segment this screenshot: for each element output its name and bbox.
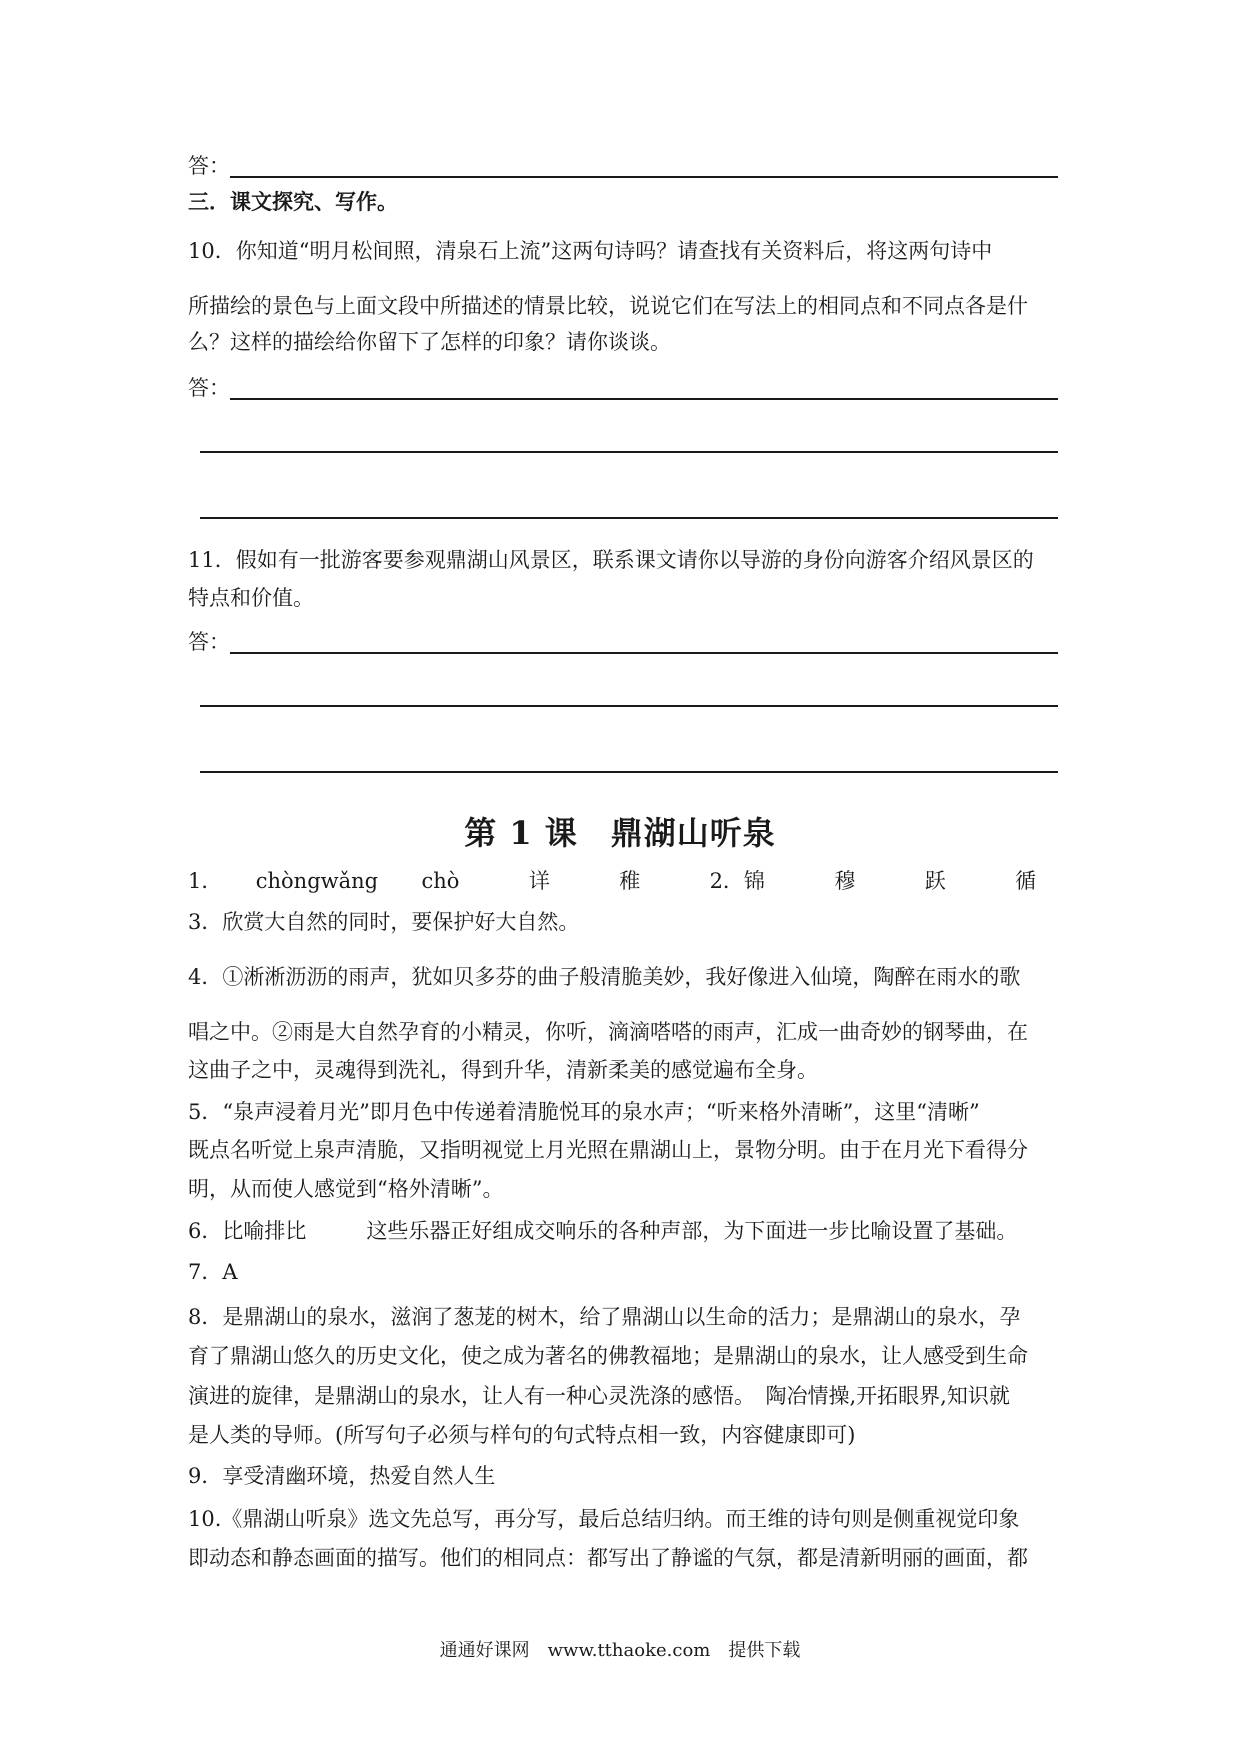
answer-3: 3．欣赏大自然的同时，要保护好大自然。 xyxy=(188,910,580,934)
answer-5-line-2: 既点名听觉上泉声清脆，又指明视觉上月光照在鼎湖山上，景物分明。由于在月光下看得分 xyxy=(188,1138,1028,1162)
answer-5-line-1: 5．“泉声浸着月光”即月色中传递着清脆悦耳的泉水声；“听来格外清晰”，这里“清晰” xyxy=(188,1100,980,1124)
answer-6-text: 这些乐器正好组成交响乐的各种声部，为下面进一步比喻设置了基础。 xyxy=(366,1219,1018,1243)
answer-8-line-3: 演进的旋律，是鼎湖山的泉水，让人有一种心灵洗涤的感悟。 陶冶情操,开拓眼界,知识就 xyxy=(188,1384,1010,1408)
answer-9: 9．享受清幽环境，热爱自然人生 xyxy=(188,1464,496,1488)
answer-4-line-2: 唱之中。②雨是大自然孕育的小精灵，你听，滴滴嗒嗒的雨声，汇成一曲奇妙的钢琴曲，在 xyxy=(188,1020,1028,1044)
q11-line-1: 11．假如有一批游客要参观鼎湖山风景区，联系课文请你以导游的身份向游客介绍风景区的 xyxy=(188,548,1034,572)
answer-8-line-1: 8．是鼎湖山的泉水，滋润了葱茏的树木，给了鼎湖山以生命的活力；是鼎湖山的泉水，孕 xyxy=(188,1305,1021,1329)
answer-blank-line[interactable] xyxy=(230,652,1058,654)
page-footer: 通通好课网 www.tthaoke.com 提供下载 xyxy=(439,1640,801,1661)
answer-blank-line[interactable] xyxy=(200,517,1058,519)
answer-blank-line[interactable] xyxy=(200,451,1058,453)
answer-4-line-1: 4．①淅淅沥沥的雨声，犹如贝多芬的曲子般清脆美妙，我好像进入仙境，陶醉在雨水的歌 xyxy=(188,965,1021,989)
answer-8-line-4: 是人类的导师。(所写句子必须与样句的句式特点相一致，内容健康即可) xyxy=(188,1423,856,1447)
q10-line-2: 所描绘的景色与上面文段中所描述的情景比较，说说它们在写法上的相同点和不同点各是什 xyxy=(188,294,1028,318)
answer-char: 循 xyxy=(1015,869,1037,893)
answer-6-type: 6．比喻排比 xyxy=(188,1219,307,1243)
q10-line-1: 10．你知道“明月松间照，清泉石上流”这两句诗吗？请查找有关资料后，将这两句诗中 xyxy=(188,239,993,263)
q11-line-2: 特点和价值。 xyxy=(188,586,314,610)
answer-char: 穆 xyxy=(834,869,856,893)
answer-blank-line[interactable] xyxy=(200,705,1058,707)
answer-10-line-2: 即动态和静态画面的描写。他们的相同点：都写出了静谧的气氛，都是清新明丽的画面，都 xyxy=(188,1546,1028,1570)
answer-5-line-3: 明，从而使人感觉到“格外清晰”。 xyxy=(188,1177,504,1201)
q11-answer-row[interactable] xyxy=(188,626,1058,656)
answer-1-2 xyxy=(188,866,1058,896)
answer-7: 7．A xyxy=(188,1260,238,1284)
answer-blank-line[interactable] xyxy=(200,771,1058,773)
q9-answer-row[interactable] xyxy=(188,150,1058,180)
section-heading: 三．课文探究、写作。 xyxy=(188,189,398,214)
answer-char: 2．锦 xyxy=(709,869,765,893)
answer-4-line-3: 这曲子之中，灵魂得到洗礼，得到升华，清新柔美的感觉遍布全身。 xyxy=(188,1058,818,1082)
lesson-title: 第 1 课 鼎湖山听泉 xyxy=(464,814,776,852)
answer-blank-line[interactable] xyxy=(230,176,1058,178)
answer-label: 答： xyxy=(188,154,230,178)
answer-6 xyxy=(188,1216,1058,1246)
answer-blank-line[interactable] xyxy=(230,398,1058,400)
q10-line-3: 么？这样的描绘给你留下了怎样的印象？请你谈谈。 xyxy=(188,330,671,354)
q10-answer-row[interactable] xyxy=(188,372,1058,402)
answer-label: 答： xyxy=(188,630,230,654)
answer-number: 1． xyxy=(188,869,223,893)
pinyin-text: chòngwǎng xyxy=(255,869,379,893)
answer-10-line-1: 10.《鼎湖山听泉》选文先总写，再分写，最后总结归纳。而王维的诗句则是侧重视觉印象 xyxy=(188,1507,1020,1531)
answer-char: 稚 xyxy=(619,869,641,893)
answer-label: 答： xyxy=(188,376,230,400)
answer-8-line-2: 育了鼎湖山悠久的历史文化，使之成为著名的佛教福地；是鼎湖山的泉水，让人感受到生命 xyxy=(188,1344,1028,1368)
answer-char: 详 xyxy=(528,869,550,893)
pinyin-text: chò xyxy=(421,869,460,893)
answer-char: 跃 xyxy=(924,869,946,893)
